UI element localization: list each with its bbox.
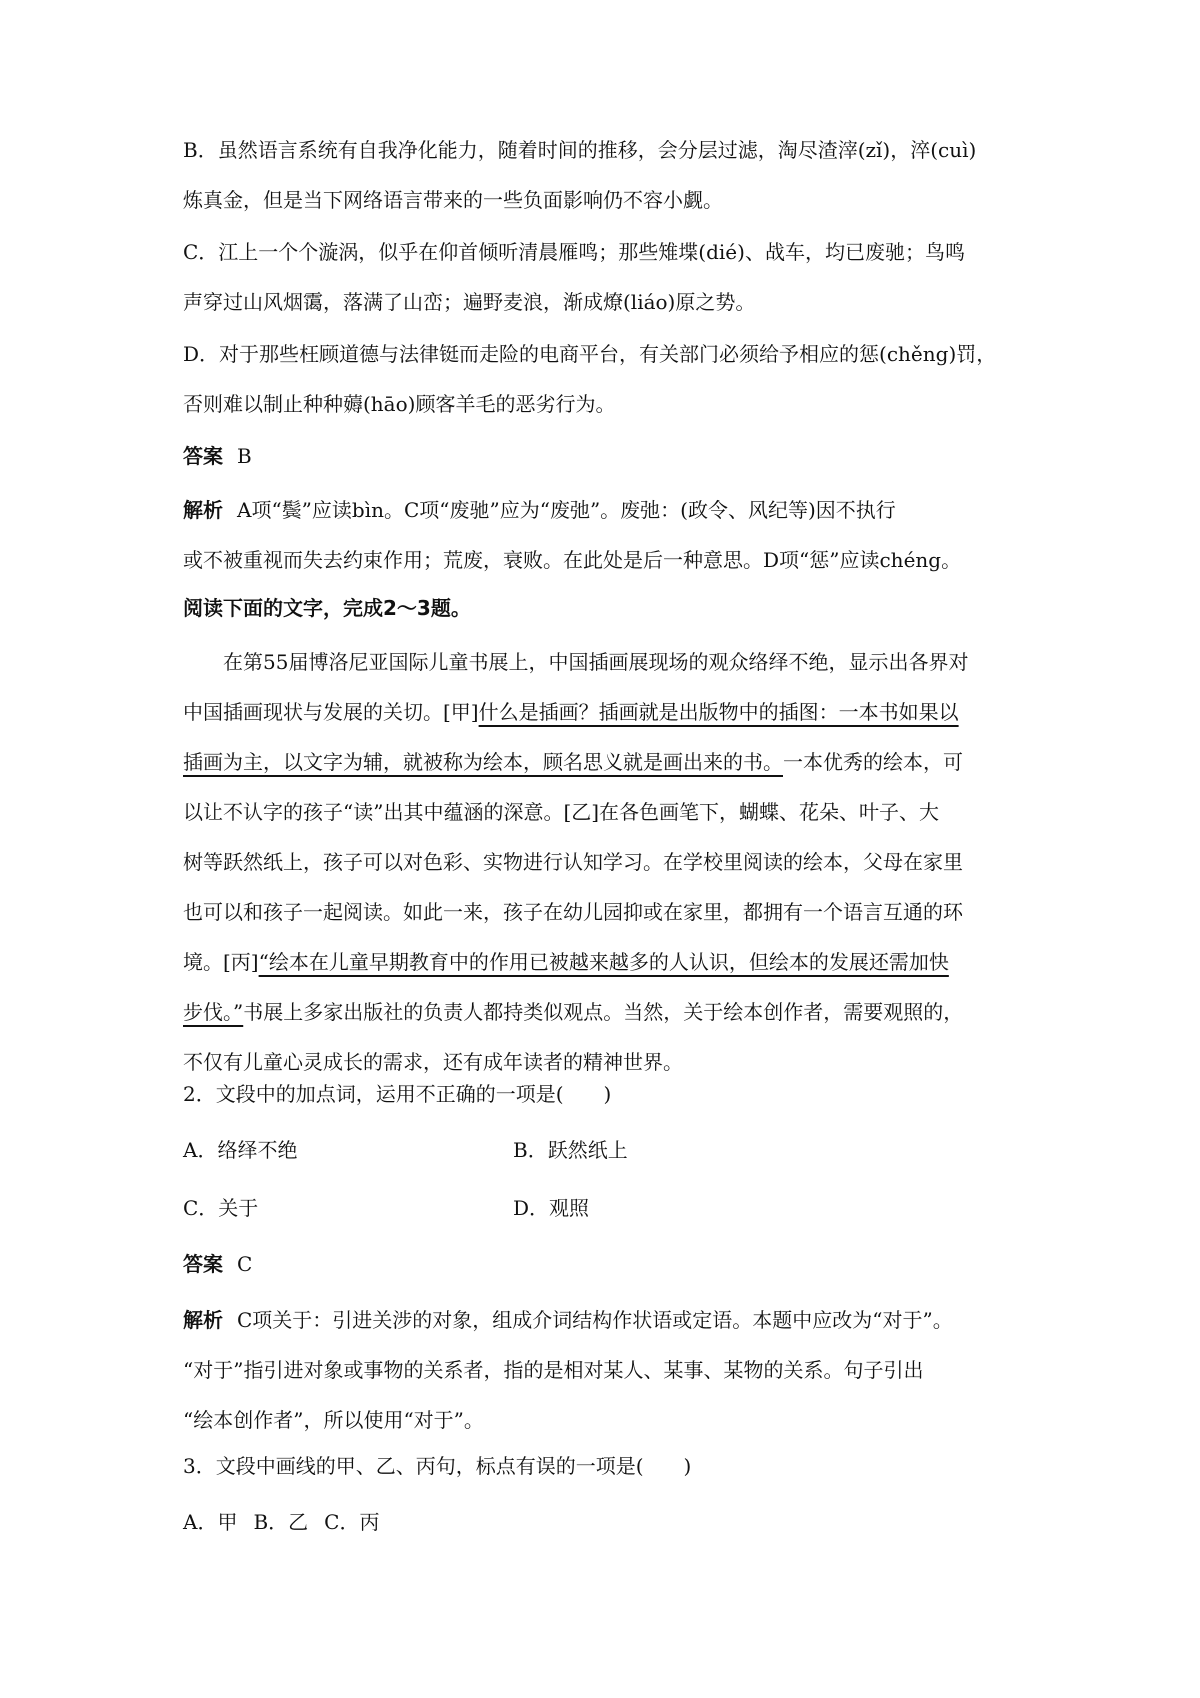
option-d-line1: D．对于那些枉顾道德与法律铤而走险的电商平台，有关部门必须给予相应的惩(chěng)罚， (183, 342, 997, 366)
q2-option-c: C．关于 (183, 1196, 259, 1220)
analysis-label: 解析 (183, 1308, 223, 1332)
passage-line: 在第55届博洛尼亚国际儿童书展上，中国插画展现场的观众络绎不绝，显示出各界对 (223, 650, 969, 674)
passage-line: 不仅有儿童心灵成长的需求，还有成年读者的精神世界。 (183, 1050, 683, 1074)
analysis-label: 解析 (183, 498, 223, 522)
q2-option-d: D．观照 (513, 1196, 590, 1220)
passage-line: 也可以和孩子一起阅读。如此一来，孩子在幼儿园抑或在家里，都拥有一个语言互通的环 (183, 900, 963, 924)
q3-option-c: C．丙 (324, 1510, 380, 1534)
q2-option-a: A．络绎不绝 (183, 1138, 298, 1162)
analysis-line2: “对于”指引进对象或事物的关系者，指的是相对某人、某事、某物的关系。句子引出 (183, 1358, 924, 1382)
passage-line: 境。[丙]“绘本在儿童早期教育中的作用已被越来越多的人认识，但绘本的发展还需加快 (183, 950, 949, 974)
marker-bing: [丙] (223, 950, 259, 974)
passage-line: 以让不认字的孩子“读”出其中蕴涵的深意。[乙]在各色画笔下，蝴蝶、花朵、叶子、大 (183, 800, 940, 824)
underlined-sentence-jia: 什么是插画？插画就是出版物中的插图：一本书如果以 (478, 700, 959, 724)
q3-options (183, 1497, 1043, 1547)
q1-answer (183, 431, 1043, 481)
q2-options-row2 (183, 1183, 1043, 1233)
passage-line: 步伐。”书展上多家出版社的负责人都持类似观点。当然，关于绘本创作者，需要观照的， (183, 1000, 964, 1024)
passage-line: 树等跃然纸上，孩子可以对色彩、实物进行认知学习。在学校里阅读的绘本，父母在家里 (183, 850, 963, 874)
marker-jia: [甲] (443, 700, 479, 724)
option-b-line2: 炼真金，但是当下网络语言带来的一些负面影响仍不容小觑。 (183, 188, 723, 212)
q3-option-a: A．甲 (183, 1510, 238, 1534)
analysis-line1: C项关于：引进关涉的对象，组成介词结构作状语或定语。本题中应改为“对于”。 (237, 1308, 953, 1332)
reading-instruction: 阅读下面的文字，完成2～3题。 (183, 596, 471, 620)
q3-option-b: B．乙 (253, 1510, 309, 1534)
option-d (183, 329, 1043, 429)
q2-options-row1 (183, 1125, 1043, 1175)
answer-label: 答案 (183, 444, 223, 468)
underlined-sentence-bing: “绘本在儿童早期教育中的作用已被越来越多的人认识，但绘本的发展还需加快 (258, 950, 949, 974)
underlined-sentence-jia-cont: 插画为主，以文字为辅，就被称为绘本，顾名思义就是画出来的书。 (183, 750, 783, 774)
option-c-line1: C．江上一个个漩涡，似乎在仰首倾听清晨雁鸣；那些雉堞(dié)、战车，均已废驰；鸟鸣 (183, 240, 965, 264)
q2-stem: 2．文段中的加点词，运用不正确的一项是( ) (183, 1082, 612, 1106)
answer-value: B (237, 444, 252, 468)
option-c-line2: 声穿过山风烟霭，落满了山峦；遍野麦浪，渐成燎(liáo)原之势。 (183, 290, 756, 314)
option-b-line1: B．虽然语言系统有自我净化能力，随着时间的推移，会分层过滤，淘尽渣滓(zǐ)，淬(cuì) (183, 138, 977, 162)
passage-line: 插画为主，以文字为辅，就被称为绘本，顾名思义就是画出来的书。一本优秀的绘本，可 (183, 750, 963, 774)
answer-label: 答案 (183, 1252, 223, 1276)
q3-stem: 3．文段中画线的甲、乙、丙句，标点有误的一项是( ) (183, 1454, 692, 1478)
underlined-sentence-bing-cont: 步伐。” (183, 1000, 244, 1024)
passage-line: 中国插画现状与发展的关切。[甲]什么是插画？插画就是出版物中的插图：一本书如果以 (183, 700, 959, 724)
reading-passage (183, 637, 1043, 1087)
analysis-line2: 或不被重视而失去约束作用；荒废，衰败。在此处是后一种意思。D项“惩”应读chéng。 (183, 548, 962, 572)
option-d-line2: 否则难以制止种种薅(hāo)顾客羊毛的恶劣行为。 (183, 392, 616, 416)
q2-analysis (183, 1295, 1043, 1445)
option-b (183, 125, 1043, 225)
analysis-line1: A项“鬓”应读bìn。C项“废驰”应为“废弛”。废弛：(政令、风纪等)因不执行 (237, 498, 896, 522)
analysis-line3: “绘本创作者”，所以使用“对于”。 (183, 1408, 484, 1432)
q2-answer (183, 1239, 1043, 1289)
answer-value: C (237, 1252, 253, 1276)
q2-option-b: B．跃然纸上 (513, 1138, 628, 1162)
option-c (183, 227, 1043, 327)
q1-analysis (183, 485, 1043, 585)
